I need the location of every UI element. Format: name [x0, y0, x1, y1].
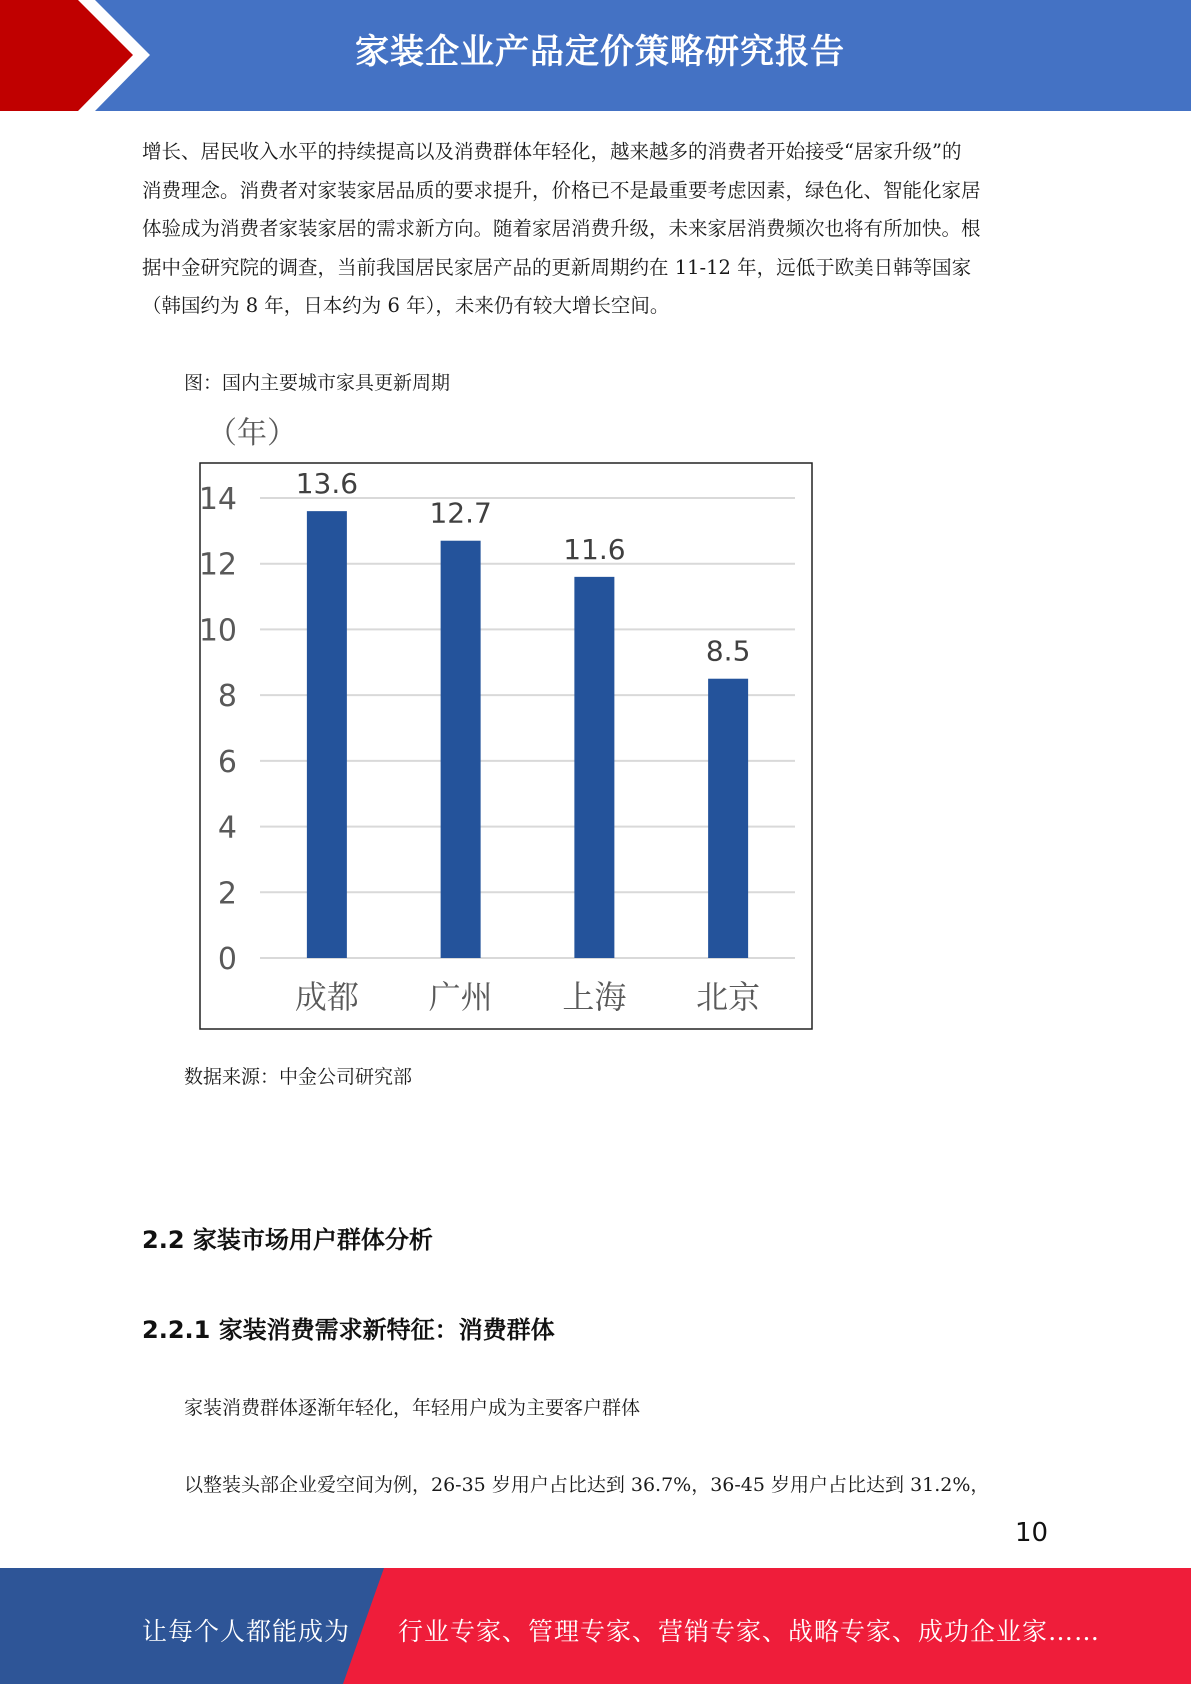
footer-slogan-right: 行业专家、管理专家、营销专家、战略专家、成功企业家……: [398, 1617, 1101, 1646]
x-category-label: 北京: [696, 978, 761, 1016]
bar-value-label: 11.6: [563, 532, 626, 566]
bar-0: [307, 511, 347, 958]
header-band: [0, 0, 1191, 111]
report-title: 家装企业产品定价策略研究报告: [355, 32, 845, 72]
y-tick-label: 8: [217, 679, 237, 715]
bar-2: [574, 577, 614, 958]
bar-3: [708, 679, 748, 958]
footer-slogan-left: 让每个人都能成为: [142, 1617, 351, 1646]
paragraph-line: 体验成为消费者家装家居的需求新方向。随着家居消费升级，未来家居消费频次也将有所加快。根: [142, 217, 981, 240]
section-heading: 2.2 家装市场用户群体分析: [142, 1226, 433, 1254]
x-category-label: 广州: [428, 978, 493, 1016]
figure-caption: 图：国内主要城市家具更新周期: [184, 372, 451, 394]
bar-value-label: 12.7: [429, 496, 492, 530]
page-number: 10: [1015, 1518, 1049, 1548]
y-unit-label: （年）: [207, 416, 297, 451]
subsection-heading: 2.2.1 家装消费需求新特征：消费群体: [142, 1316, 555, 1344]
y-tick-label: 10: [198, 613, 237, 649]
bar-value-label: 13.6: [295, 467, 359, 501]
y-tick-label: 4: [217, 810, 237, 846]
body-paragraph: [142, 133, 1052, 326]
bar-chart: [195, 407, 825, 1033]
paragraph-line: 据中金研究院的调查，当前我国居民家居产品的更新周期约在 11-12 年，远低于欧美日韩等国家: [142, 255, 972, 279]
source-note: 数据来源：中金公司研究部: [184, 1066, 413, 1088]
bar-value-label: 8.5: [705, 634, 751, 668]
x-category-label: 上海: [562, 978, 627, 1016]
x-category-label: 成都: [294, 978, 359, 1016]
stat-line: 以整装头部企业爱空间为例，26-35 岁用户占比达到 36.7%，36-45 岁用户占比达到 31.2%，: [184, 1474, 990, 1496]
bar-1: [441, 541, 481, 958]
paragraph-line: 消费理念。消费者对家装家居品质的要求提升，价格已不是最重要考虑因素，绿色化、智能化家居: [142, 178, 981, 202]
y-tick-label: 6: [217, 744, 237, 780]
y-tick-label: 0: [217, 942, 237, 977]
paragraph-line: （韩国约为 8 年，日本约为 6 年），未来仍有较大增长空间。: [142, 294, 670, 317]
paragraph-line: 增长、居民收入水平的持续提高以及消费群体年轻化，越来越多的消费者开始接受“居家升级”的: [142, 140, 962, 163]
y-tick-label: 14: [198, 482, 237, 517]
lead-line: 家装消费群体逐渐年轻化，年轻用户成为主要客户群体: [184, 1397, 641, 1419]
y-tick-label: 12: [198, 547, 237, 583]
y-tick-label: 2: [217, 876, 237, 912]
header-arrow-icon: [0, 0, 160, 111]
